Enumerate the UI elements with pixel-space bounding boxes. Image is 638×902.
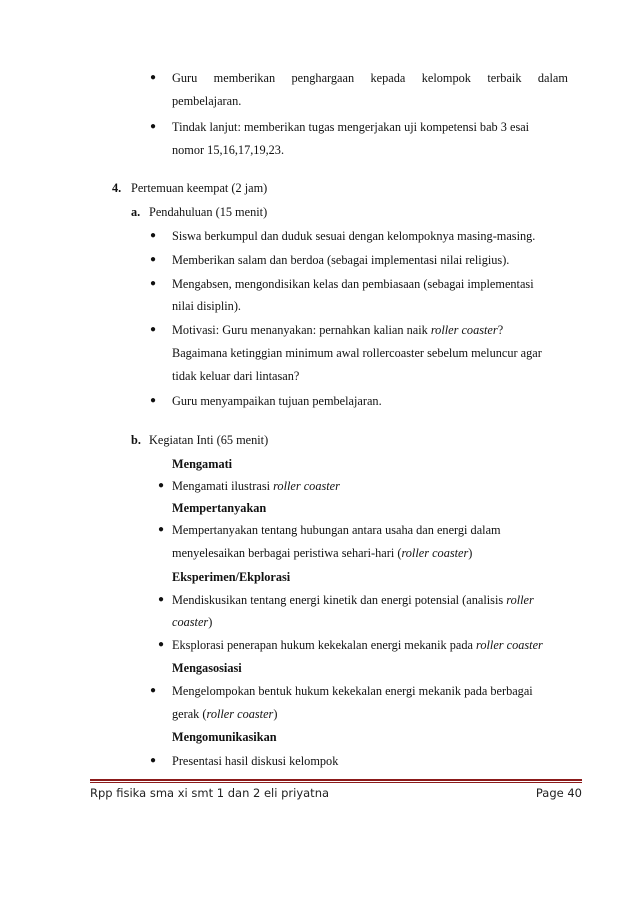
bullet-icon: ●: [150, 278, 157, 289]
list-item: Mengabsen, mengondisikan kelas dan pembiasaan (sebagai implementasi: [172, 277, 534, 291]
list-item: Memberikan salam dan berdoa (sebagai implementasi nilai religius).: [172, 253, 510, 267]
bullet1-line2: pembelajaran.: [172, 94, 242, 108]
bullet-icon: ●: [158, 524, 165, 535]
subsection-a-marker: a.: [131, 205, 141, 219]
bullet-icon: ●: [150, 254, 157, 265]
list-item: Presentasi hasil diskusi kelompok: [172, 754, 339, 768]
list-item: Mempertanyakan tentang hubungan antara usaha dan energi dalam: [172, 523, 501, 537]
bullet-icon: ●: [150, 755, 157, 766]
list-item: Mendiskusikan tentang energi kinetik dan energi potensial (analisis roller: [172, 593, 534, 607]
bullet-icon: ●: [150, 230, 157, 241]
subsection-a-title: Pendahuluan (15 menit): [149, 205, 268, 219]
footer-title: Rpp fisika sma xi smt 1 dan 2 eli priyatna: [90, 786, 330, 800]
heading-mengasosiasi: Mengasosiasi: [172, 661, 242, 675]
list-item-cont: Bagaimana ketinggian minimum awal rollercoaster sebelum meluncur agar: [172, 346, 542, 360]
subsection-b-title: Kegiatan Inti (65 menit): [149, 433, 269, 447]
subsection-b-marker: b.: [131, 433, 141, 447]
bullet-icon: ●: [150, 121, 157, 132]
list-item-cont: nilai disiplin).: [172, 299, 241, 313]
section-title: Pertemuan keempat (2 jam): [131, 181, 268, 195]
list-item-cont: gerak (roller coaster): [172, 707, 278, 721]
list-item: Motivasi: Guru menanyakan: pernahkan kalian naik roller coaster?: [172, 323, 504, 337]
bullet-icon: ●: [158, 639, 165, 650]
bullet2-line1: Tindak lanjut: memberikan tugas mengerjakan uji kompetensi bab 3 esai: [172, 120, 530, 134]
list-item: Siswa berkumpul dan duduk sesuai dengan kelompoknya masing-masing.: [172, 229, 536, 243]
heading-mengamati: Mengamati: [172, 457, 233, 471]
bullet-icon: ●: [158, 594, 165, 605]
list-item: Mengelompokan bentuk hukum kekekalan energi mekanik pada berbagai: [172, 684, 533, 698]
heading-mengomunikasikan: Mengomunikasikan: [172, 730, 277, 744]
footer-divider-thin: [90, 782, 582, 783]
list-item: Guru menyampaikan tujuan pembelajaran.: [172, 394, 382, 408]
list-item-cont: coaster): [172, 615, 213, 629]
bullet-icon: ●: [150, 324, 157, 335]
bullet-icon: ●: [150, 395, 157, 406]
list-item: Mengamati ilustrasi roller coaster: [172, 479, 340, 493]
heading-mempertanyakan: Mempertanyakan: [172, 501, 267, 515]
list-item-cont: menyelesaikan berbagai peristiwa sehari-hari (roller coaster): [172, 546, 473, 560]
list-item: Eksplorasi penerapan hukum kekekalan energi mekanik pada roller coaster: [172, 638, 543, 652]
page-number: Page 40: [535, 786, 582, 800]
section-number: 4.: [112, 181, 122, 195]
bullet-icon: ●: [150, 72, 157, 83]
bullet-icon: ●: [158, 480, 165, 491]
list-item-cont: tidak keluar dari lintasan?: [172, 369, 300, 383]
heading-eksperimen: Eksperimen/Ekplorasi: [172, 570, 291, 584]
bullet-icon: ●: [150, 685, 157, 696]
bullet1-line1: Guru memberikan penghargaan kepada kelompok terbaik dalam: [172, 71, 568, 85]
footer-divider: [90, 779, 582, 781]
bullet2-line2: nomor 15,16,17,19,23.: [172, 143, 285, 157]
